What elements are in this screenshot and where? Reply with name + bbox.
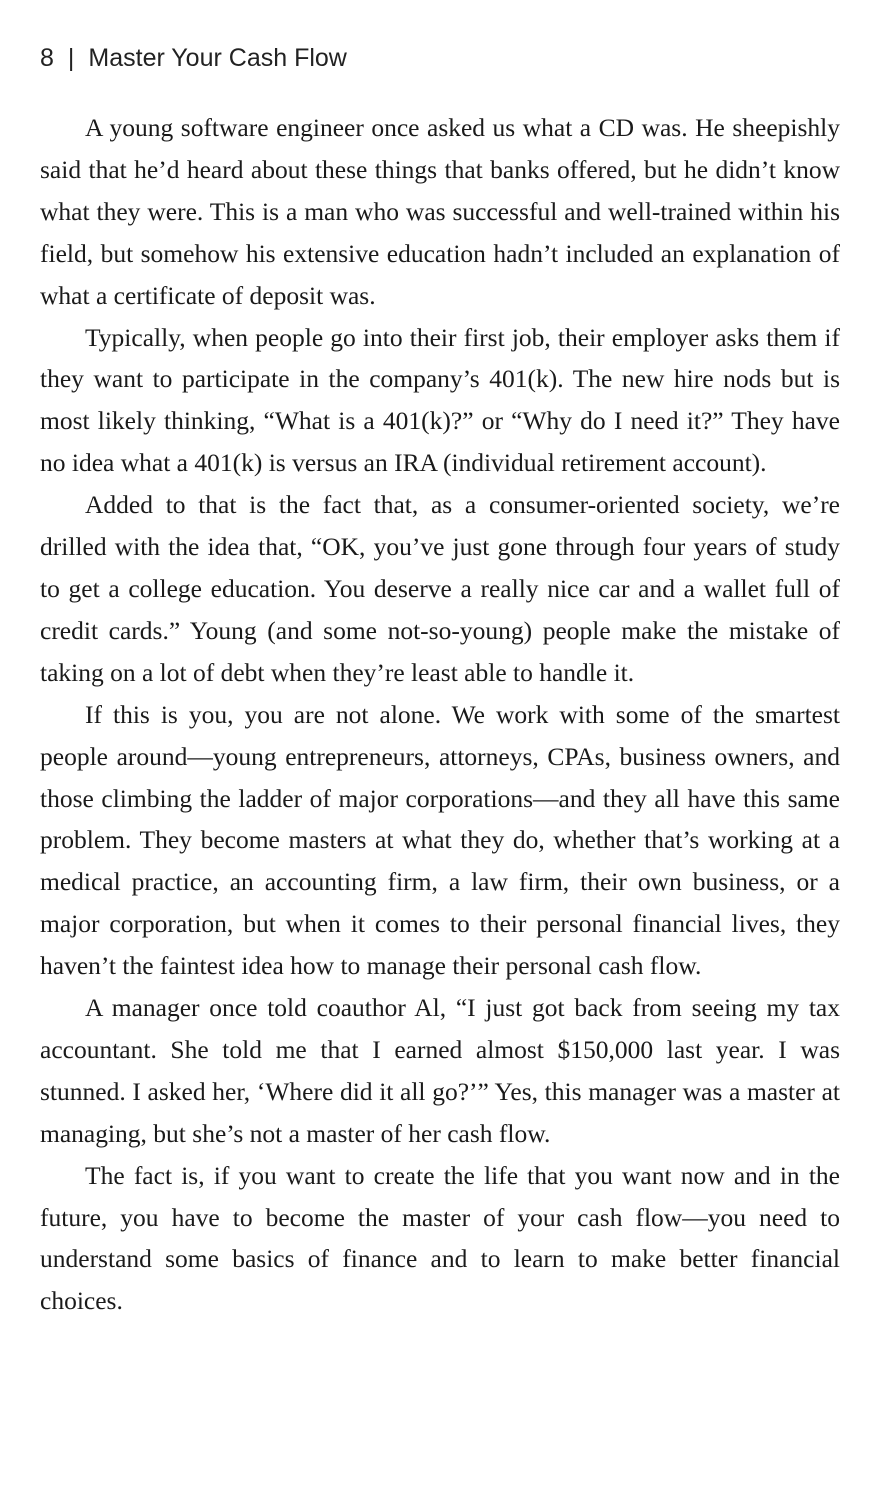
body-text [40, 107, 840, 1322]
paragraph: Typically, when people go into their first job, their employer asks them if they want to participate in the company’s 401(k). The new hire nods but is most likely thinking, “What is a 401(k)?” or “Why do I need it?” They have no idea what a 401(k) is versus an IRA (individual retirement account). [40, 322, 840, 478]
paragraph: Added to that is the fact that, as a consumer-oriented society, we’re drilled with the idea that, “OK, you’ve just gone through four years of study to get a college education. You deserve a really nice car and a wallet full of credit cards.” Young (and some not-so-young) people make the mistake of taking on a lot of debt when they’re least able to handle it. [40, 490, 840, 687]
paragraph: If this is you, you are not alone. We work with some of the smartest people around—young entrepreneurs, attorneys, CPAs, business owners, and those climbing the ladder of major corporations—and they all have this same problem. They become masters at what they do, whether that’s working at a medical practice, an accounting firm, a law firm, their own business, or a major corporation, but when it comes to their personal financial lives, they haven’t the faintest idea how to manage their personal cash flow. [40, 699, 840, 981]
book-title: Master Your Cash Flow [88, 44, 347, 72]
running-head [40, 42, 347, 74]
header-separator: | [67, 44, 75, 72]
paragraph: A young software engineer once asked us what a CD was. He sheepishly said that he’d heard about these things that banks offered, but he didn’t know what they were. This is a man who was successful and well-trained within his field, but somehow his extensive education hadn’t included an explanation of what a certificate of deposit was. [40, 113, 840, 310]
page-number: 8 [40, 44, 54, 72]
paragraph: A manager once told coauthor Al, “I just got back from seeing my tax accountant. She told me that I earned almost $150,000 last year. I was stunned. I asked her, ‘Where did it all go?’” Yes, this manager was a master at managing, but she’s not a master of her cash flow. [40, 993, 840, 1148]
paragraph: The fact is, if you want to create the life that you want now and in the future, you have to become the master of your cash flow—you need to understand some basics of finance and to learn to make better financial choices. [40, 1160, 840, 1316]
